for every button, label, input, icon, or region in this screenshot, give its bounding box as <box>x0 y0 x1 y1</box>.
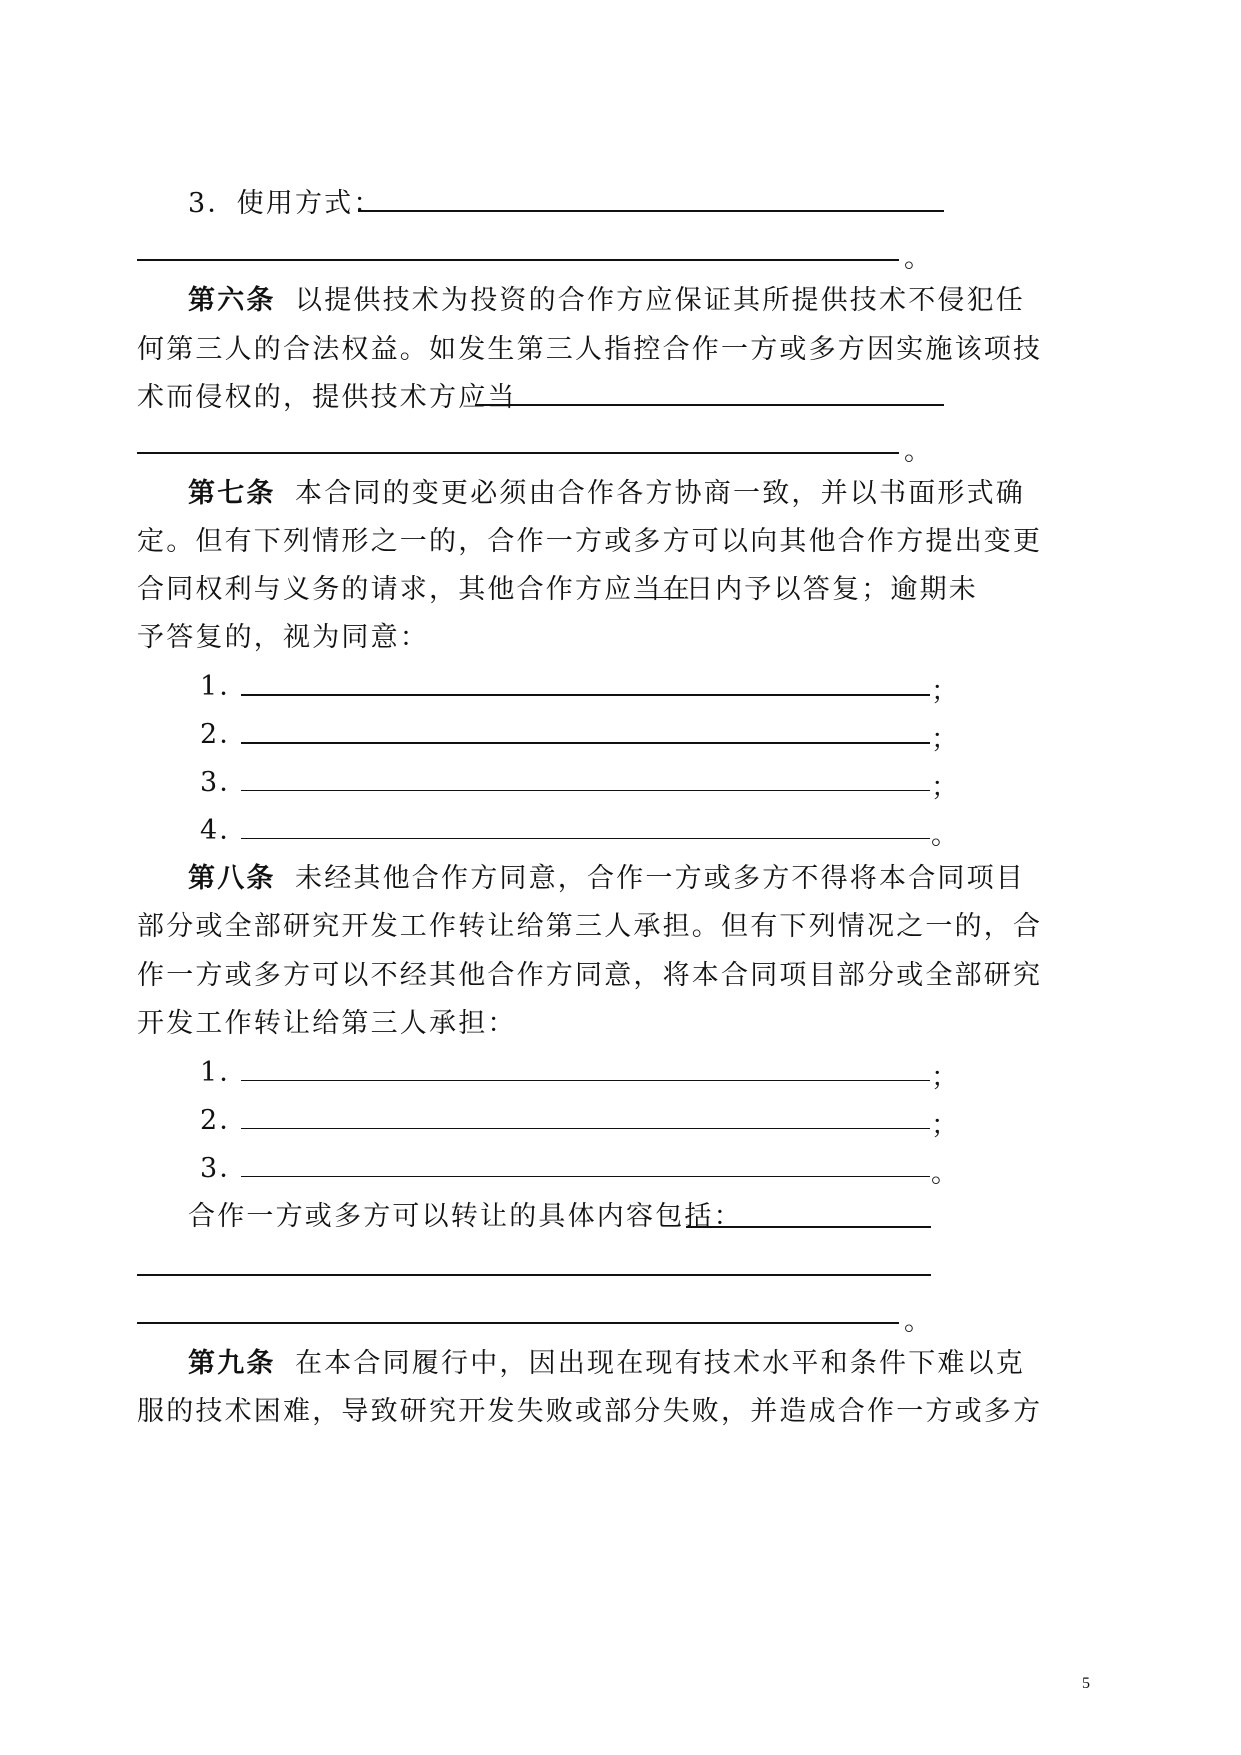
article-9-heading: 第九条 <box>188 1348 276 1379</box>
usage-method-blank <box>358 210 944 212</box>
semicolon-mark: ； <box>931 1062 958 1093</box>
article-6-heading: 第六条 <box>188 285 276 316</box>
transfer-content-label: 合作一方或多方可以转让的具体内容包括： <box>188 1201 743 1232</box>
document-page: 3．使用方式： 。 第六条 以提供技术为投资的合作方应保证其所提供技术不侵犯任 何第三人的合法权益。如发生第三人指控合作一方或多方因实施该项技 术而侵权的，提供技术方应当 。 第七条 本合同的变更必须由合作各方协商一致，并以书面形式确 定。但有下列情形之一的，合作一方或多方可以向其他合作方提出变更 合同权利与义务的请求，其他合作方应当在 日内予以答复；逾期未 予答复的，视为同意： 1． ； 2． ； 3． ； 4． 。 第八条 未经其他合作方同意，合作一方或多方不得将本合同项目 部分或全部研究开发工作转让给第三人承担。但有下列情况之一的，合 作一方或多方可以不经其他合作方同意，将本合同项目部分或全部研究 开发工作转让给第三人承担： 1． ； 2． ； 3． 。 合作一方或多方可以转让的具体内容包括： 。 第九条 在本合同履行中，因出现在现有技术水平和条件下难以克 服的技术困难，导致研究开发失败或部分失败，并造成合作一方或多方 5 <box>137 188 1090 1692</box>
period-mark: 。 <box>904 243 931 274</box>
period-mark: 。 <box>904 436 931 467</box>
usage-method-blank-2 <box>137 259 899 261</box>
page-number: 5 <box>1082 1675 1090 1692</box>
article-6-blank <box>475 404 944 406</box>
semicolon-mark: ； <box>931 772 958 803</box>
period-mark: 。 <box>931 1158 958 1189</box>
semicolon-mark: ； <box>931 1110 958 1141</box>
article-7-days-blank <box>634 597 684 598</box>
transfer-content-blank-3 <box>137 1322 899 1324</box>
period-mark: 。 <box>931 820 958 851</box>
article-8-item-1-blank <box>241 1080 930 1081</box>
article-7-item-3-blank <box>241 790 930 791</box>
article-8-heading: 第八条 <box>188 863 276 894</box>
article-8-item-2-blank <box>241 1128 930 1129</box>
semicolon-mark: ； <box>931 724 958 755</box>
article-7-heading: 第七条 <box>188 478 276 509</box>
article-7-item-4-blank <box>241 838 930 839</box>
usage-method-label: 3．使用方式： <box>188 188 383 219</box>
transfer-content-blank <box>686 1226 931 1228</box>
period-mark: 。 <box>904 1306 931 1337</box>
transfer-content-blank-2 <box>137 1274 931 1276</box>
article-8-item-3-blank <box>241 1176 930 1177</box>
article-7-item-2-blank <box>241 742 930 744</box>
article-7-item-1-blank <box>241 694 930 696</box>
article-6-blank-2 <box>137 452 899 454</box>
semicolon-mark: ； <box>931 676 958 707</box>
